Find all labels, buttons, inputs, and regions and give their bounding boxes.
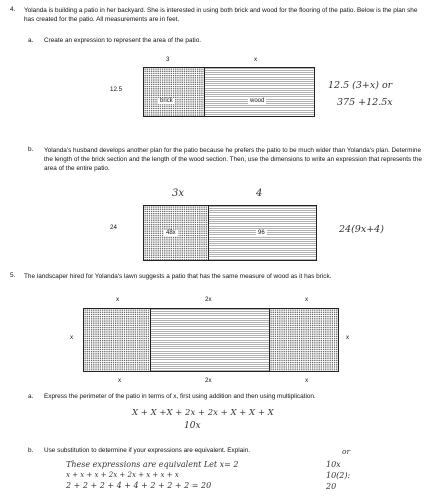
q5-wood-section bbox=[151, 309, 270, 371]
q5-bottom-label-1: x bbox=[118, 377, 122, 384]
q4b-letter: b. bbox=[28, 146, 34, 153]
q5-right-brick-section bbox=[270, 309, 338, 371]
q4b-answer: 24(9x+4) bbox=[339, 224, 384, 235]
q4a-answer-line2: 375 +12.5x bbox=[337, 97, 393, 108]
q4a-letter: a. bbox=[28, 37, 34, 44]
q5-bottom-label-3: x bbox=[305, 377, 309, 384]
q4a-patio-diagram bbox=[143, 67, 315, 117]
q4b-prompt: Yolanda's husband develops another plan for the patio because he prefers the patio to be much wider than Yolanda's plan. Determine the length of the brick section and the length of the wood section. Then, use the dimensions to write an expression that represents the area of the entire patio. bbox=[44, 147, 422, 172]
q5b-answer-line3: 2 + 2 + 2 + 4 + 4 + 2 + 2 + 2 = 20 bbox=[66, 481, 212, 490]
q5-number: 5. bbox=[10, 272, 16, 279]
q4a-brick-label: brick bbox=[160, 98, 173, 104]
q4b-top-label-brick: 3x bbox=[172, 188, 185, 199]
q5a-answer-line1: X + X +X + 2x + 2x + X + X + X bbox=[132, 408, 274, 418]
q4a-top-label-wood: x bbox=[254, 56, 258, 63]
q5-left-brick-section bbox=[84, 309, 151, 371]
q4-prompt: Yolanda is building a patio in her backyard. She is interested in using both brick and wood for the flooring of the patio. Below is the plan she has created for the patio. All measurements are in feet. bbox=[24, 7, 418, 23]
q4a-top-label-brick: 3 bbox=[166, 56, 170, 63]
q4b-patio-diagram bbox=[143, 205, 317, 261]
q5a-letter: a. bbox=[28, 393, 34, 400]
q5-top-label-2: 2x bbox=[205, 296, 212, 303]
q4b-top-label-wood: 4 bbox=[256, 188, 263, 199]
q5b-side-line3: 20 bbox=[326, 482, 337, 491]
q5b-side-line1: 10x bbox=[326, 460, 341, 469]
q5a-prompt: Express the perimeter of the patio in terms of x, first using addition and then using multiplication. bbox=[44, 393, 316, 400]
q5-top-label-3: x bbox=[305, 296, 309, 303]
q4b-wood-area: 96 bbox=[258, 230, 265, 236]
q5b-side-or: or bbox=[342, 447, 351, 456]
q5-top-label-1: x bbox=[116, 296, 120, 303]
q4a-wood-label: wood bbox=[250, 98, 265, 104]
q5-right-label: x bbox=[346, 334, 350, 341]
q5b-letter: b. bbox=[28, 447, 34, 454]
q5b-answer-line1: These expressions are equivalent Let x= 2 bbox=[66, 460, 239, 469]
q4a-brick-section bbox=[144, 68, 205, 116]
q5-left-label: x bbox=[70, 334, 74, 341]
q5-bottom-label-2: 2x bbox=[205, 377, 212, 384]
q5b-answer-line2: x + x + x + 2x + 2x + x + x + x bbox=[66, 471, 179, 479]
q4b-side-label: 24 bbox=[110, 224, 117, 231]
q5b-prompt: Use substitution to determine if your expressions are equivalent. Explain. bbox=[44, 447, 251, 454]
q5-patio-diagram bbox=[83, 308, 339, 372]
q4b-brick-area: 48x bbox=[166, 230, 176, 236]
q4a-wood-section bbox=[205, 68, 314, 116]
q4-number: 4. bbox=[10, 6, 16, 13]
q4a-prompt: Create an expression to represent the area of the patio. bbox=[44, 37, 202, 44]
q5a-answer-line2: 10x bbox=[184, 421, 201, 431]
q4a-side-label: 12.5 bbox=[110, 86, 123, 93]
q4a-answer-line1: 12.5 (3+x) or bbox=[328, 80, 393, 91]
q5b-side-line2: 10(2): bbox=[326, 471, 351, 480]
q5-prompt: The landscaper hired for Yolanda's lawn suggests a patio that has the same measure of wood as it has brick. bbox=[24, 273, 332, 280]
